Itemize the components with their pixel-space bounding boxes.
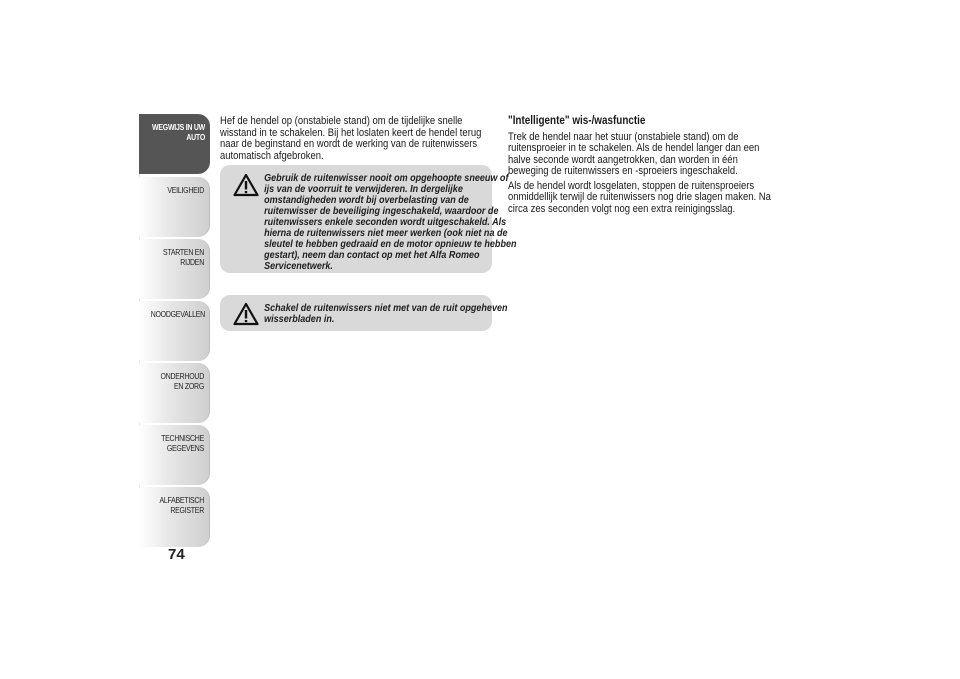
tab-label: WEGWIJS IN UW AUTO [152, 122, 205, 142]
tab-veiligheid[interactable] [139, 177, 210, 237]
washer-paragraph-1: Trek de hendel naar het stuur (onstabiele stand) om de ruitensproeier in te schakelen. Als de hendel langer dan een halve seconde wordt aangetrokken, dan worden in één beweging de ruitenwissers en -sproeiers ingeschakeld. [508, 130, 760, 177]
tab-technische-gegevens[interactable] [139, 425, 210, 485]
section-heading: "Intelligente" wis-/wasfunctie [508, 115, 646, 127]
tab-wegwijs-in-uw-auto[interactable] [139, 114, 210, 174]
tab-label: STARTEN EN RIJDEN [162, 247, 204, 267]
tab-label: ALFABETISCH REGISTER [159, 495, 204, 515]
tab-label: VEILIGHEID [167, 185, 204, 195]
tab-onderhoud-en-zorg[interactable] [139, 363, 210, 423]
tab-starten-en-rijden[interactable] [139, 239, 210, 299]
warning-box-snow [220, 165, 517, 273]
warning-text-snow: Gebruik de ruitenwisser nooit om opgehoopte sneeuw of ijs van de voorruit te verwijderen. In dergelijke omstandigheden wordt bij overbelasting van de ruitenwisser de beveiliging ingeschakeld, waardoor de ruitenwissers enkele seconden wordt uitgeschakeld. Als hierna de ruitenwissers niet meer werken (ook niet na de sleutel te hebben gedraaid en de motor opnieuw te hebben gestart), neem dan contact op met het Alfa Romeo Servicenetwerk. [264, 172, 517, 272]
right-column [508, 116, 778, 215]
page-number: 74 [168, 546, 185, 563]
wiper-paragraph: Hef de hendel op (onstabiele stand) om de tijdelijke snelle wisstand in te schakelen. Bij het loslaten keert de hendel terug naar de beginstand en wordt de werking van de ruitenwissers automatisch afgebroken. [220, 115, 482, 162]
tab-label: ONDERHOUD EN ZORG [160, 371, 204, 391]
warning-text-wiper-blades: Schakel de ruitenwissers niet met van de ruit opgeheven wisserbladen in. [264, 302, 508, 325]
tab-noodgevallen[interactable] [139, 301, 210, 361]
tab-alfabetisch-register[interactable] [139, 487, 210, 547]
warning-box-wiper-blades [220, 295, 508, 331]
tab-label: TECHNISCHE GEGEVENS [161, 433, 204, 453]
left-column [220, 116, 495, 162]
washer-paragraph-2: Als de hendel wordt losgelaten, stoppen de ruitensproeiers onmiddellijk terwijl de ruitenwissers nog drie slagen maken. Na circa zes seconden volgt nog een extra reinigingsslag. [508, 179, 771, 215]
tab-label: NOODGEVALLEN [150, 309, 205, 319]
